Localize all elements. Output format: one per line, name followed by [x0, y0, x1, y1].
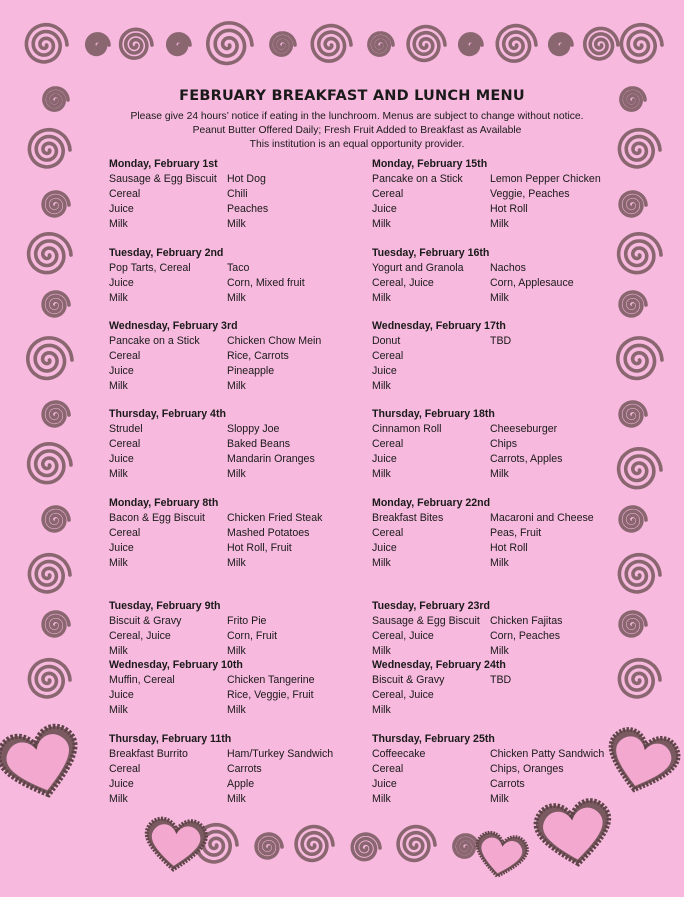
swirl-ornament: [28, 338, 72, 379]
lunch-item: Hot Roll, Fruit: [227, 542, 292, 554]
breakfast-item: Yogurt and Granola: [372, 262, 464, 274]
swirl-ornament: [585, 28, 618, 59]
breakfast-item: Milk: [109, 704, 128, 716]
swirl-ornament: [87, 34, 109, 55]
heart-ornament: [472, 830, 529, 880]
breakfast-item: Milk: [372, 793, 391, 805]
day-heading: Monday, February 8th: [109, 497, 219, 509]
breakfast-item: Juice: [109, 365, 134, 377]
day-heading: Thursday, February 18th: [372, 408, 495, 420]
breakfast-item: Biscuit & Gravy: [109, 615, 182, 627]
breakfast-item: Cereal: [372, 350, 404, 362]
menu-row: [109, 688, 369, 703]
notice-line: This institution is an equal opportunity provider.: [249, 139, 465, 150]
day-menu: [372, 732, 632, 807]
lunch-item: Milk: [227, 218, 246, 230]
breakfast-item: Juice: [372, 778, 397, 790]
swirl-ornament: [43, 292, 69, 316]
breakfast-item: Strudel: [109, 423, 143, 435]
breakfast-item: Milk: [109, 645, 128, 657]
day-heading: Monday, February 22nd: [372, 497, 491, 509]
day-heading: Tuesday, February 16th: [372, 247, 490, 259]
menu-row: [372, 187, 632, 202]
lunch-item: Chicken Fried Steak: [227, 512, 323, 524]
breakfast-item: Milk: [109, 380, 128, 392]
menu-row: [372, 673, 632, 688]
breakfast-item: Juice: [109, 542, 134, 554]
day-menu: [109, 599, 369, 659]
lunch-item: Corn, Applesauce: [490, 277, 574, 289]
day-menu: [109, 319, 369, 394]
menu-row: [109, 629, 369, 644]
menu-row: [372, 644, 632, 659]
menu-row: [109, 747, 369, 762]
lunch-item: Baked Beans: [227, 438, 291, 450]
lunch-item: Taco: [227, 262, 250, 274]
lunch-item: TBD: [490, 674, 512, 686]
breakfast-item: Milk: [372, 645, 391, 657]
breakfast-item: Cereal: [109, 350, 141, 362]
menu-row: [109, 172, 369, 187]
menu-row: [109, 217, 369, 232]
breakfast-item: Cinnamon Roll: [372, 423, 442, 435]
breakfast-item: Cereal, Juice: [372, 277, 434, 289]
swirl-ornament: [460, 34, 482, 55]
menu-row: [372, 437, 632, 452]
lunch-item: Carrots: [490, 778, 525, 790]
day-heading: Thursday, February 25th: [372, 733, 495, 745]
swirl-ornament: [408, 27, 445, 61]
breakfast-item: Bacon & Egg Biscuit: [109, 512, 205, 524]
lunch-item: Mandarin Oranges: [227, 453, 315, 465]
swirl-ornament: [43, 192, 69, 216]
breakfast-item: Cereal, Juice: [109, 630, 171, 642]
lunch-item: TBD: [490, 335, 512, 347]
heart-ornament: [0, 722, 86, 805]
lunch-item: Chips, Oranges: [490, 763, 564, 775]
menu-row: [109, 422, 369, 437]
lunch-item: Milk: [490, 557, 509, 569]
menu-row: [109, 526, 369, 541]
swirl-ornament: [352, 834, 380, 860]
swirl-ornament: [26, 25, 67, 62]
lunch-item: Cheeseburger: [490, 423, 558, 435]
swirl-ornament: [454, 835, 478, 857]
lunch-item: Chicken Tangerine: [227, 674, 315, 686]
menu-row: [372, 217, 632, 232]
breakfast-item: Pancake on a Stick: [109, 335, 200, 347]
menu-row: [109, 379, 369, 394]
day-heading: Tuesday, February 9th: [109, 600, 221, 612]
day-heading: Thursday, February 11th: [109, 733, 232, 745]
swirl-ornament: [497, 26, 536, 62]
swirl-ornament: [29, 444, 71, 483]
lunch-item: Lemon Pepper Chicken: [490, 173, 601, 185]
day-menu: [109, 658, 369, 718]
day-heading: Wednesday, February 10th: [109, 659, 243, 671]
menu-row: [372, 276, 632, 291]
menu-row: [109, 187, 369, 202]
heart-ornament: [144, 817, 208, 872]
lunch-item: Milk: [227, 645, 246, 657]
day-menu: [109, 246, 369, 306]
breakfast-item: Cereal: [109, 188, 141, 200]
lunch-item: Milk: [490, 292, 509, 304]
menu-row: [109, 556, 369, 571]
menu-row: [372, 202, 632, 217]
day-heading: Wednesday, February 3rd: [109, 320, 238, 332]
lunch-item: Nachos: [490, 262, 526, 274]
lunch-item: Pineapple: [227, 365, 275, 377]
menu-row: [109, 792, 369, 807]
notice-line: Peanut Butter Offered Daily; Fresh Fruit Added to Breakfast as Available: [192, 125, 522, 136]
menu-row: [109, 202, 369, 217]
lunch-item: Peas, Fruit: [490, 527, 542, 539]
lunch-item: Chili: [227, 188, 248, 200]
breakfast-item: Muffin, Cereal: [109, 674, 175, 686]
day-heading: Tuesday, February 23rd: [372, 600, 490, 612]
menu-row: [109, 703, 369, 718]
breakfast-item: Cereal: [372, 188, 404, 200]
menu-row: [372, 688, 632, 703]
lunch-item: Carrots, Apples: [490, 453, 563, 465]
lunch-item: Corn, Fruit: [227, 630, 278, 642]
day-heading: Tuesday, February 2nd: [109, 247, 224, 259]
menu-row: [372, 172, 632, 187]
lunch-item: Milk: [490, 793, 509, 805]
menu-row: [109, 673, 369, 688]
lunch-item: Milk: [490, 645, 509, 657]
breakfast-item: Cereal, Juice: [372, 689, 434, 701]
lunch-item: Corn, Peaches: [490, 630, 561, 642]
breakfast-item: Milk: [372, 292, 391, 304]
menu-row: [109, 614, 369, 629]
swirl-ornament: [312, 26, 351, 62]
day-menu: [372, 496, 632, 571]
menu-row: [372, 379, 632, 394]
lunch-item: Sloppy Joe: [227, 423, 280, 435]
breakfast-item: Juice: [372, 453, 397, 465]
menu-row: [109, 334, 369, 349]
lunch-item: Apple: [227, 778, 255, 790]
menu-row: [372, 792, 632, 807]
day-heading: Thursday, February 4th: [109, 408, 226, 420]
swirl-ornament: [296, 827, 333, 861]
menu-row: [109, 541, 369, 556]
breakfast-item: Breakfast Bites: [372, 512, 444, 524]
breakfast-item: Cereal, Juice: [372, 630, 434, 642]
swirl-ornament: [121, 29, 152, 58]
lunch-item: Mashed Potatoes: [227, 527, 310, 539]
breakfast-item: Milk: [109, 218, 128, 230]
swirl-ornament: [398, 827, 435, 861]
lunch-item: Frito Pie: [227, 615, 267, 627]
day-menu: [372, 319, 632, 394]
day-menu: [372, 658, 632, 718]
menu-row: [109, 364, 369, 379]
lunch-item: Milk: [227, 468, 246, 480]
lunch-item: Milk: [227, 793, 246, 805]
day-heading: Monday, February 15th: [372, 158, 488, 170]
breakfast-item: Pop Tarts, Cereal: [109, 262, 191, 274]
swirl-ornament: [256, 834, 282, 858]
menu-row: [372, 629, 632, 644]
day-menu: [109, 496, 369, 571]
menu-row: [372, 703, 632, 718]
menu-row: [372, 261, 632, 276]
lunch-item: Hot Roll: [490, 542, 528, 554]
menu-row: [109, 644, 369, 659]
day-menu: [109, 157, 369, 232]
breakfast-item: Sausage & Egg Biscuit: [372, 615, 480, 627]
menu-row: [109, 349, 369, 364]
breakfast-item: Juice: [109, 203, 134, 215]
breakfast-item: Donut: [372, 335, 401, 347]
breakfast-item: Juice: [109, 778, 134, 790]
menu-row: [109, 467, 369, 482]
lunch-item: Hot Roll: [490, 203, 528, 215]
lunch-item: Milk: [490, 468, 509, 480]
breakfast-item: Cereal: [372, 438, 404, 450]
swirl-ornament: [29, 234, 71, 273]
breakfast-item: Milk: [109, 557, 128, 569]
breakfast-item: Cereal: [109, 527, 141, 539]
day-heading: Wednesday, February 24th: [372, 659, 506, 671]
notice-line: Please give 24 hours’ notice if eating in the lunchroom. Menus are subject to change without notice.: [130, 111, 584, 122]
breakfast-item: Cereal: [372, 527, 404, 539]
breakfast-item: Milk: [109, 292, 128, 304]
lunch-item: Macaroni and Cheese: [490, 512, 594, 524]
breakfast-item: Cereal: [372, 763, 404, 775]
breakfast-item: Cereal: [109, 763, 141, 775]
breakfast-item: Breakfast Burrito: [109, 748, 188, 760]
breakfast-item: Pancake on a Stick: [372, 173, 463, 185]
lunch-item: Veggie, Peaches: [490, 188, 570, 200]
breakfast-item: Milk: [372, 218, 391, 230]
menu-row: [372, 291, 632, 306]
menu-row: [372, 452, 632, 467]
breakfast-item: Biscuit & Gravy: [372, 674, 445, 686]
day-menu: [109, 732, 369, 807]
menu-row: [109, 276, 369, 291]
heart-ornament: [534, 798, 615, 869]
breakfast-item: Juice: [109, 453, 134, 465]
day-menu: [372, 599, 632, 659]
breakfast-item: Juice: [109, 277, 134, 289]
breakfast-item: Milk: [372, 704, 391, 716]
lunch-item: Chips: [490, 438, 518, 450]
lunch-item: Milk: [227, 704, 246, 716]
day-heading: Wednesday, February 17th: [372, 320, 506, 332]
lunch-item: Rice, Veggie, Fruit: [227, 689, 314, 701]
lunch-item: Hot Dog: [227, 173, 266, 185]
swirl-ornament: [369, 33, 393, 55]
day-menu: [372, 407, 632, 482]
menu-row: [372, 777, 632, 792]
swirl-ornament: [168, 34, 190, 55]
breakfast-item: Milk: [372, 380, 391, 392]
menu-row: [372, 349, 632, 364]
lunch-item: Carrots: [227, 763, 262, 775]
menu-row: [372, 614, 632, 629]
day-menu: [109, 407, 369, 482]
lunch-item: Ham/Turkey Sandwich: [227, 748, 334, 760]
breakfast-item: Milk: [372, 468, 391, 480]
menu-row: [372, 747, 632, 762]
menu-row: [372, 334, 632, 349]
swirl-ornament: [208, 23, 252, 64]
swirl-ornament: [271, 33, 295, 55]
breakfast-item: Cereal: [109, 438, 141, 450]
lunch-item: Milk: [227, 292, 246, 304]
swirl-ornament: [29, 660, 70, 697]
swirl-ornament: [550, 34, 572, 55]
breakfast-item: Juice: [372, 542, 397, 554]
lunch-item: Corn, Mixed fruit: [227, 277, 305, 289]
menu-row: [372, 511, 632, 526]
breakfast-item: Milk: [372, 557, 391, 569]
menu-row: [372, 422, 632, 437]
day-menu: [372, 157, 632, 232]
day-menu: [372, 246, 632, 306]
swirl-ornament: [43, 507, 69, 531]
menu-row: [372, 762, 632, 777]
breakfast-item: Milk: [109, 793, 128, 805]
swirl-ornament: [43, 612, 69, 636]
lunch-item: Chicken Chow Mein: [227, 335, 322, 347]
breakfast-item: Juice: [109, 689, 134, 701]
menu-row: [109, 437, 369, 452]
menu-row: [109, 511, 369, 526]
lunch-item: Chicken Patty Sandwich: [490, 748, 605, 760]
breakfast-item: Coffeecake: [372, 748, 426, 760]
breakfast-item: Juice: [372, 365, 397, 377]
day-heading: Monday, February 1st: [109, 158, 218, 170]
breakfast-item: Milk: [109, 468, 128, 480]
menu-row: [372, 526, 632, 541]
lunch-item: Peaches: [227, 203, 269, 215]
menu-row: [372, 467, 632, 482]
lunch-item: Chicken Fajitas: [490, 615, 563, 627]
menu-row: [372, 364, 632, 379]
lunch-item: Milk: [490, 218, 509, 230]
menu-row: [109, 762, 369, 777]
menu-row: [109, 452, 369, 467]
menu-row: [372, 541, 632, 556]
swirl-ornament: [621, 25, 662, 62]
breakfast-item: Juice: [372, 203, 397, 215]
lunch-item: Rice, Carrots: [227, 350, 289, 362]
menu-row: [109, 291, 369, 306]
menu-row: [109, 261, 369, 276]
breakfast-item: Sausage & Egg Biscuit: [109, 173, 217, 185]
swirl-ornament: [43, 402, 69, 426]
lunch-item: Milk: [227, 557, 246, 569]
swirl-ornament: [29, 555, 70, 592]
page-title: FEBRUARY BREAKFAST AND LUNCH MENU: [179, 88, 525, 104]
menu-row: [109, 777, 369, 792]
lunch-item: Milk: [227, 380, 246, 392]
menu-row: [372, 556, 632, 571]
